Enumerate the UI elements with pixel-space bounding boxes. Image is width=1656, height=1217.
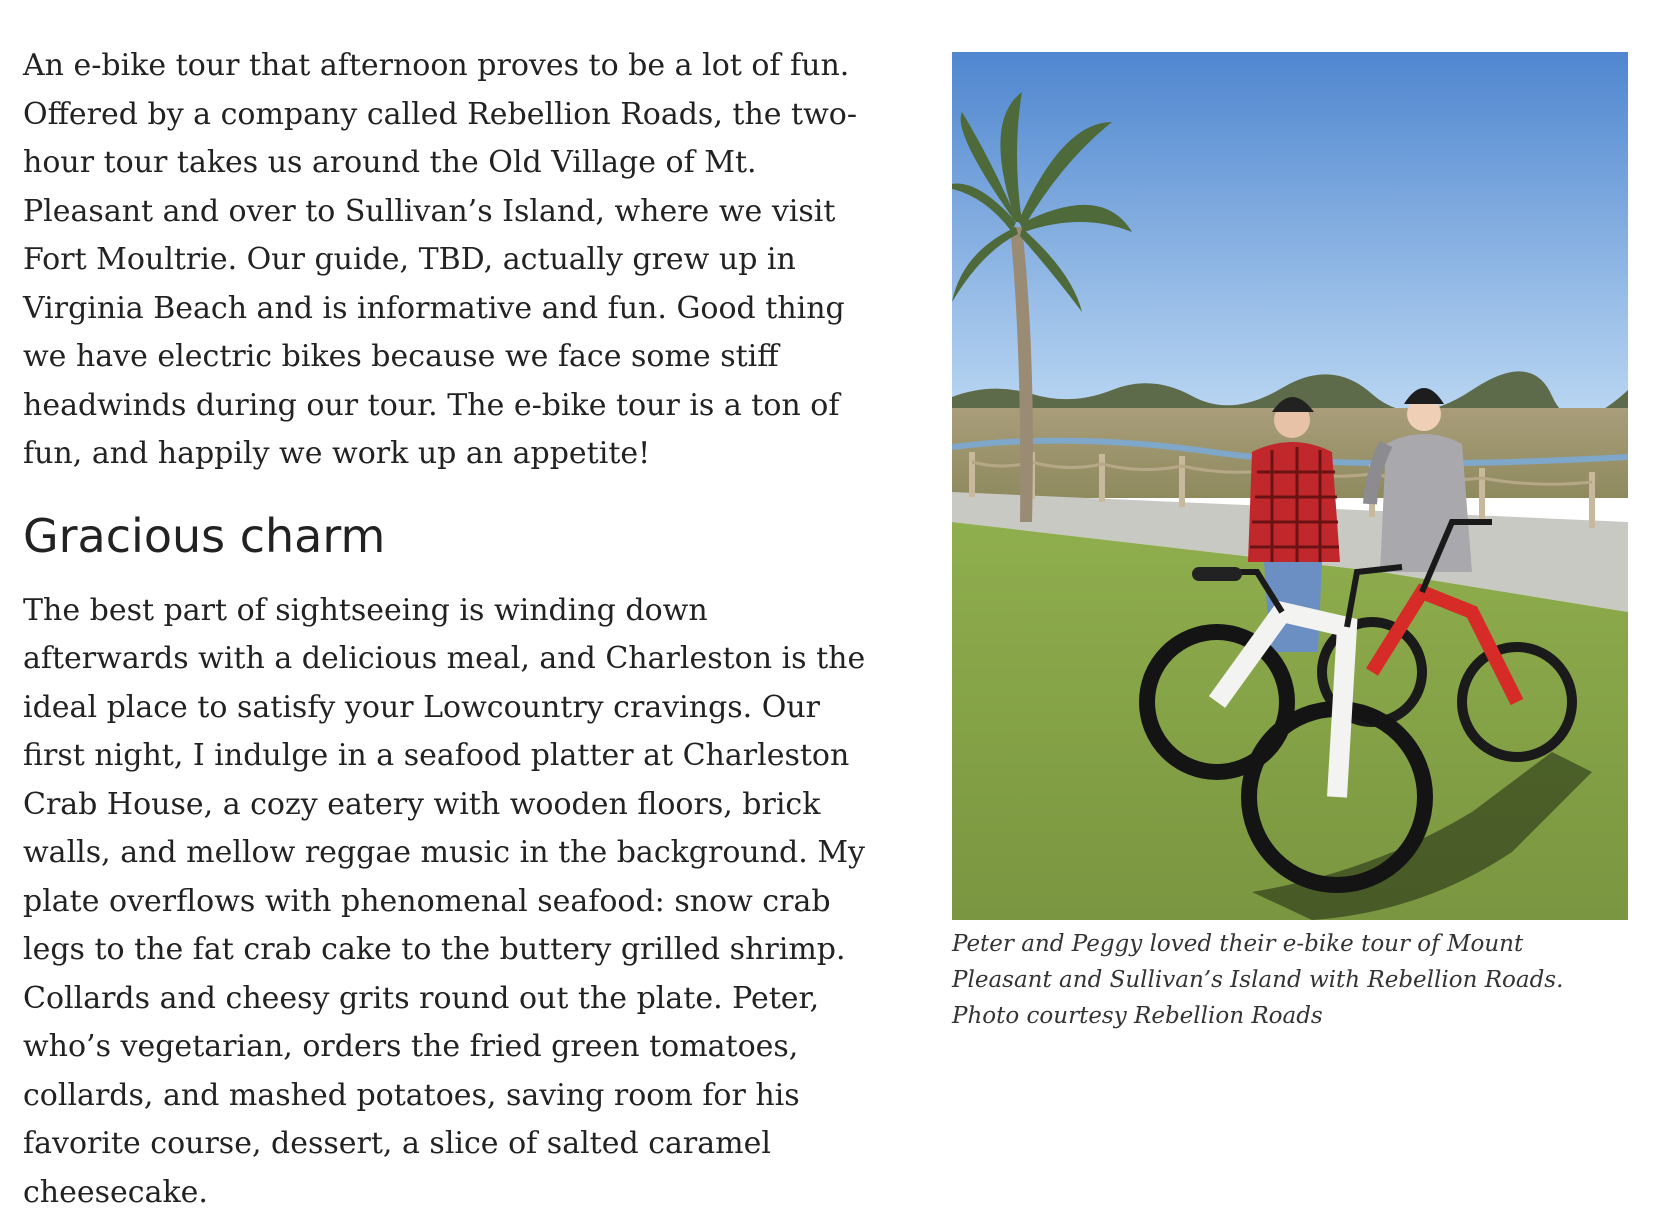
ebike-tour-photo — [952, 52, 1628, 920]
article-paragraph: An e-bike tour that afternoon proves to be a lot of fun. Offered by a company called Rebellion Roads, the two-hour tour takes us around the Old Village of Mt. Pleasant and over to Sullivan’s Island, where we visit Fort Moultrie. Our guide, TBD, actually grew up in Virginia Beach and is informative and fun. Good thing we have electric bikes because we face some stiff headwinds during our tour. The e-bike tour is a ton of fun, and happily we work up an appetite! — [23, 42, 873, 479]
photo-figure — [952, 52, 1628, 1034]
section-heading: Gracious charm — [23, 509, 873, 563]
photo-caption: Peter and Peggy loved their e-bike tour of Mount Pleasant and Sullivan’s Island with Rebellion Roads. Photo courtesy Rebellion Roads — [952, 926, 1628, 1034]
article-paragraph: The best part of sightseeing is winding down afterwards with a delicious meal, and Charleston is the ideal place to satisfy your Lowcountry cravings. Our first night, I indulge in a seafood platter at Charleston Crab House, a cozy eatery with wooden floors, brick walls, and mellow reggae music in the background. My plate overflows with phenomenal seafood: snow crab legs to the fat crab cake to the buttery grilled shrimp. Collards and cheesy grits round out the plate. Peter, who’s vegetarian, orders the fried green tomatoes, collards, and mashed potatoes, saving room for his favorite course, dessert, a slice of salted caramel cheesecake. — [23, 587, 873, 1217]
article-body — [23, 42, 873, 1217]
